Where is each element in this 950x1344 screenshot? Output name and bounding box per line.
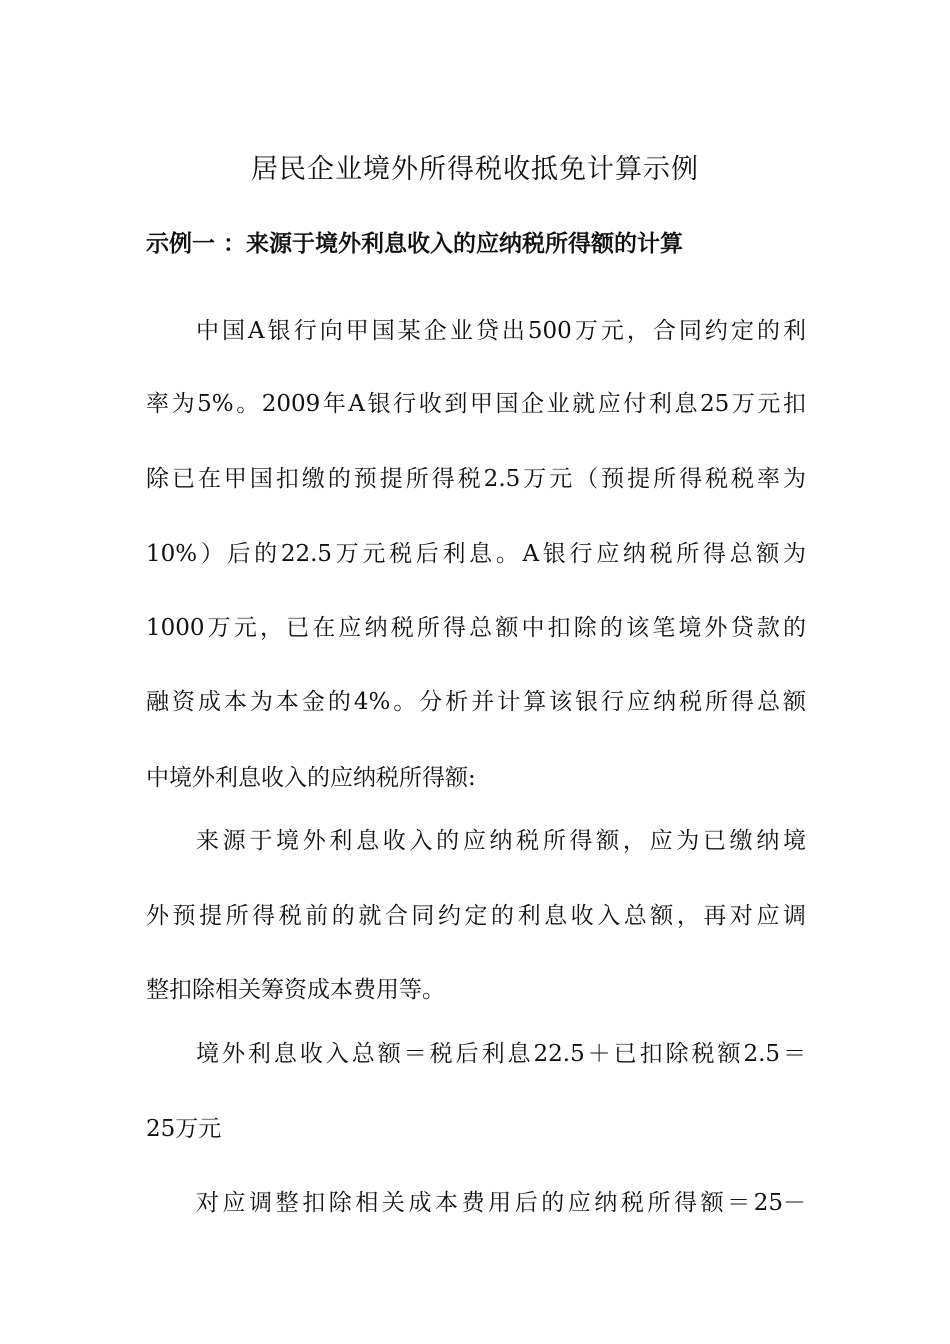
paragraph-line: 中国A银行向甲国某企业贷出500万元，合同约定的利: [196, 318, 806, 344]
paragraph-line: 融资成本为本金的4%。分析并计算该银行应纳税所得总额: [146, 689, 806, 715]
paragraph-line: 外预提所得税前的就合同约定的利息收入总额，再对应调: [146, 903, 806, 929]
paragraph-line: 10%）后的22.5万元税后利息。A银行应纳税所得总额为: [146, 541, 806, 567]
formula-line: 境外利息收入总额＝税后利息22.5＋已扣除税额2.5＝: [196, 1041, 806, 1067]
paragraph-line: 除已在甲国扣缴的预提所得税2.5万元（预提所得税税率为: [146, 466, 806, 492]
document-title: 居民企业境外所得税收抵免计算示例: [251, 154, 699, 185]
formula-line: 对应调整扣除相关成本费用后的应纳税所得额＝25－: [196, 1190, 806, 1216]
paragraph-line: 整扣除相关筹资成本费用等。: [146, 977, 445, 1003]
example-heading: 示例一 ：来源于境外利息收入的应纳税所得额的计算: [146, 230, 684, 257]
paragraph-line: 中境外利息收入的应纳税所得额:: [146, 765, 476, 791]
paragraph-line: 来源于境外利息收入的应纳税所得额，应为已缴纳境: [196, 828, 806, 854]
paragraph-line: 1000万元，已在应纳税所得总额中扣除的该笔境外贷款的: [146, 615, 806, 641]
paragraph-line: 率为5%。2009年A银行收到甲国企业就应付利息25万元扣: [146, 391, 806, 417]
formula-result: 25万元: [146, 1116, 222, 1142]
